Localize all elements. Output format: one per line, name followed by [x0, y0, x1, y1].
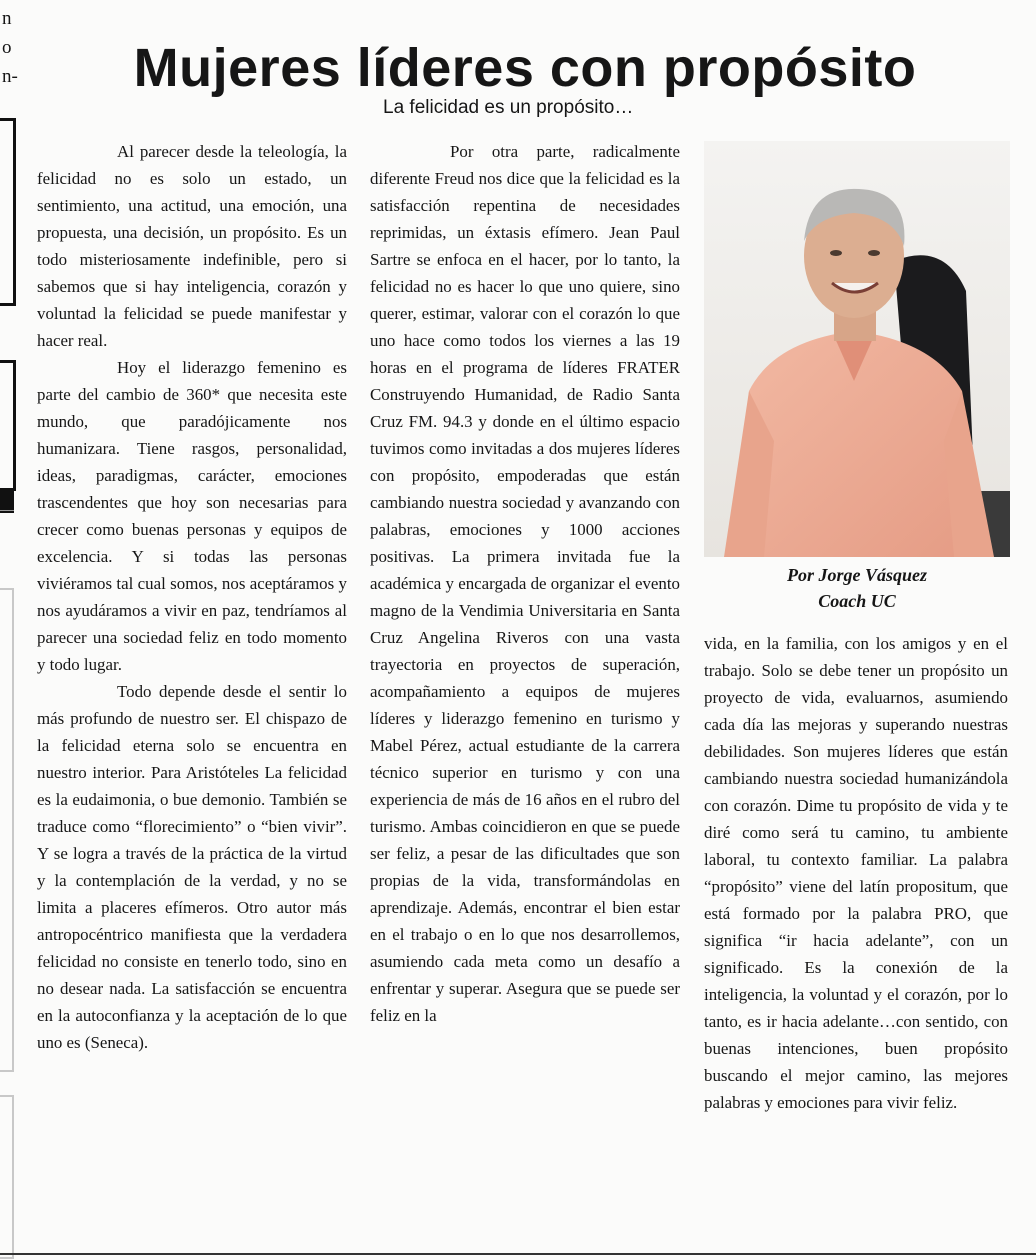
edge-letter: n- [2, 66, 18, 87]
kicker: La felicidad es un propósito… [383, 97, 634, 118]
adjacent-gray-box [0, 588, 14, 1072]
paragraph: Por otra parte, radicalmente diferente Freud nos dice que la felicidad es la satisfacción repentina de necesidades reprimidas, un éxtasis efímero. Jean Paul Sartre se enfoca en el hacer, por lo tanto, la felicidad no es hacer lo que uno quiere, sino querer, estimar, valorar con el corazón lo que uno hace como todos los viernes a las 19 horas en el programa de líderes FRATER Construyendo Humanidad, de Radio Santa Cruz FM. 94.3 y donde en el último espacio tuvimos como invitadas a dos mujeres líderes con propósito, empoderadas que están cambiando nuestra sociedad y avanzando con palabras, emociones y 1000 acciones positivas. La primera invitada fue la académica y encargada de organizar el evento magno de la Vendimia Universitaria en Santa Cruz Angelina Riveros con una vasta trayectoria en proyectos de superación, acompañamiento a equipos de mujeres líderes y liderazgo femenino en turismo y Mabel Pérez, actual estudiante de la carrera técnico superior en turismo y con una experiencia de más de 16 años en el rubro del turismo. Ambas coincidieron en que se puede ser feliz, a pesar de las dificultades que son propias de la vida, transformándolas en aprendizaje. Además, encontrar el bien estar en el trabajo o en lo que nos desarrollemos, asumiendo cada meta como un desafío a enfrentar y superar. Asegura que se puede ser feliz en la [370, 142, 680, 1025]
adjacent-gray-box [0, 1095, 14, 1259]
paragraph: vida, en la familia, con los amigos y en el trabajo. Solo se debe tener un propósito un proyecto de vida, evaluarnos, asumiendo cada día las mejoras y superando nuestras debilidades. Son mujeres líderes que están cambiando nuestra sociedad humanizándola con corazón. Dime tu propósito de vida y te diré como será tu camino, tu ambiente laboral, tu contexto familiar. La palabra “propósito” viene del latín propositum, que está formado por la palabra PRO, que significa “ir hacia adelante”, con un significado. Es la conexión de la inteligencia, la voluntad y el corazón, por lo tanto, es ir hacia adelante…con sentido, con buenas intenciones, buen propósito buscando el mejor camino, las mejores palabras y emociones para vivir feliz. [704, 634, 1008, 1112]
edge-letter: o [2, 37, 12, 58]
paragraph: Al parecer desde la teleología, la felicidad no es solo un estado, un sentimiento, una actitud, una emoción, una propuesta, una decisión, un propósito. Es un todo misteriosamente indefinible, pero si sabemos que si hay inteligencia, corazón y voluntad la felicidad se puede manifestar y hacer real. [37, 142, 347, 350]
byline [704, 562, 1010, 614]
headline: Mujeres líderes con propósito [133, 38, 917, 98]
byline-author: Por Jorge Vásquez [786, 565, 927, 585]
author-photo [704, 141, 1010, 557]
article-column-2 [370, 138, 680, 1029]
byline-role: Coach UC [818, 591, 896, 611]
paragraph: Todo depende desde el sentir lo más profundo de nuestro ser. El chispazo de la felicidad eterna solo se encuentra en nuestro interior. Para Aristóteles La felicidad es la eudaimonia, o bue demonio. También se traduce como “florecimiento” o “bien vivir”. Y se logra a través de la práctica de la virtud y la contemplación de la verdad, y no se limita a placeres efímeros. Otro autor más antropocéntrico manifiesta que la verdadera felicidad no consiste en tenerlo todo, sino en no desear nada. La satisfacción se encuentra en la autoconfianza y la aceptación de lo que uno es (Seneca). [37, 682, 347, 1052]
portrait-illustration [704, 141, 1010, 557]
paragraph: Hoy el liderazgo femenino es parte del cambio de 360* que necesita este mundo, que paradójicamente nos humanizara. Tiene rasgos, personalidad, ideas, paradigmas, carácter, emociones trascendentes que hoy son necesarias para crecer como buenas personas y equipos de excelencia. Y si todas las personas viviéramos tal cual somos, nos aceptáramos y nos ayudáramos a vivir en paz, tendríamos al parecer una sociedad feliz en todo momento y todo lugar. [37, 358, 347, 674]
adjacent-box-border [0, 360, 16, 491]
adjacent-box-border [0, 118, 16, 306]
article-column-1 [37, 138, 347, 1056]
article-column-3 [704, 630, 1008, 1116]
bottom-rule [0, 1253, 1036, 1255]
adjacent-divider [0, 510, 14, 511]
edge-letter: n [2, 8, 12, 29]
